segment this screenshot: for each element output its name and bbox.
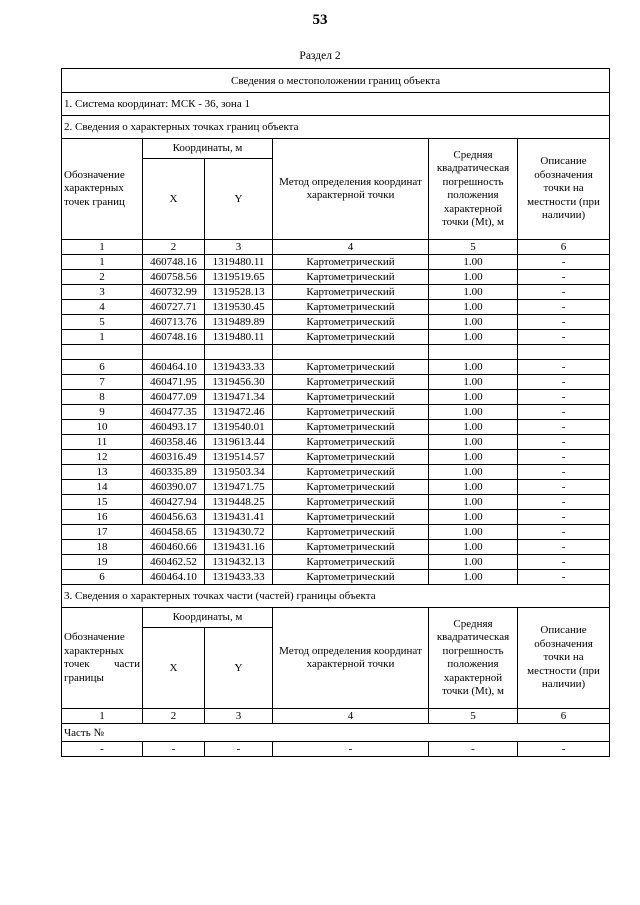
mt-value: 1.00 <box>429 405 518 420</box>
point-row <box>62 495 610 510</box>
description: - <box>518 405 610 420</box>
mt-value: 1.00 <box>429 495 518 510</box>
header-x: X <box>143 158 205 239</box>
column-numbers-row <box>62 240 610 255</box>
point-row <box>62 360 610 375</box>
header-y: Y <box>205 158 273 239</box>
contour-1 <box>62 255 610 345</box>
method: Картометрический <box>273 405 429 420</box>
point-number: 6 <box>62 570 143 585</box>
header-method-part3: Метод определения координат характерной точки <box>273 608 429 709</box>
point-row <box>62 435 610 450</box>
description: - <box>518 555 610 570</box>
method: Картометрический <box>273 525 429 540</box>
blank-row <box>62 345 610 360</box>
method: Картометрический <box>273 375 429 390</box>
empty-cell: - <box>205 742 273 757</box>
mt-value: 1.00 <box>429 570 518 585</box>
empty-cell: - <box>518 742 610 757</box>
point-number: 12 <box>62 450 143 465</box>
description: - <box>518 390 610 405</box>
method: Картометрический <box>273 465 429 480</box>
description: - <box>518 285 610 300</box>
point-number: 1 <box>62 330 143 345</box>
point-number: 1 <box>62 255 143 270</box>
coord-x: 460335.89 <box>143 465 205 480</box>
point-number: 7 <box>62 375 143 390</box>
point-number: 5 <box>62 315 143 330</box>
point-row <box>62 570 610 585</box>
mt-value: 1.00 <box>429 330 518 345</box>
coord-y: 1319431.16 <box>205 540 273 555</box>
coord-y: 1319528.13 <box>205 285 273 300</box>
coord-y: 1319471.34 <box>205 390 273 405</box>
method: Картометрический <box>273 510 429 525</box>
coord-y: 1319471.75 <box>205 480 273 495</box>
mt-value: 1.00 <box>429 525 518 540</box>
description: - <box>518 540 610 555</box>
mt-value: 1.00 <box>429 390 518 405</box>
coord-y: 1319480.11 <box>205 255 273 270</box>
coord-x: 460464.10 <box>143 360 205 375</box>
coord-x: 460458.65 <box>143 525 205 540</box>
point-number: 17 <box>62 525 143 540</box>
empty-cell: - <box>62 742 143 757</box>
mt-value: 1.00 <box>429 555 518 570</box>
point-number: 6 <box>62 360 143 375</box>
col-num: 3 <box>205 240 273 255</box>
coord-y: 1319530.45 <box>205 300 273 315</box>
method: Картометрический <box>273 540 429 555</box>
coord-y: 1319433.33 <box>205 570 273 585</box>
coord-y: 1319433.33 <box>205 360 273 375</box>
point-row <box>62 450 610 465</box>
method: Картометрический <box>273 570 429 585</box>
description: - <box>518 315 610 330</box>
method: Картометрический <box>273 315 429 330</box>
method: Картометрический <box>273 360 429 375</box>
coord-x: 460390.07 <box>143 480 205 495</box>
mt-value: 1.00 <box>429 315 518 330</box>
part-label: Часть № <box>62 724 610 742</box>
point-number: 15 <box>62 495 143 510</box>
coord-x: 460748.16 <box>143 330 205 345</box>
mt-value: 1.00 <box>429 465 518 480</box>
method: Картометрический <box>273 390 429 405</box>
point-number: 19 <box>62 555 143 570</box>
point-row <box>62 255 610 270</box>
description: - <box>518 525 610 540</box>
coord-x: 460477.35 <box>143 405 205 420</box>
point-row <box>62 405 610 420</box>
mt-value: 1.00 <box>429 300 518 315</box>
coord-y: 1319514.57 <box>205 450 273 465</box>
coord-y: 1319472.46 <box>205 405 273 420</box>
point-number: 16 <box>62 510 143 525</box>
header-description: Описание обозначения точки на местности (при наличии) <box>518 139 610 240</box>
col-num: 4 <box>273 709 429 724</box>
point-row <box>62 315 610 330</box>
method: Картометрический <box>273 285 429 300</box>
mt-value: 1.00 <box>429 450 518 465</box>
point-row <box>62 330 610 345</box>
table-title: Сведения о местоположении границ объекта <box>62 69 610 93</box>
empty-cell: - <box>143 742 205 757</box>
method: Картометрический <box>273 480 429 495</box>
mt-value: 1.00 <box>429 420 518 435</box>
coord-x: 460493.17 <box>143 420 205 435</box>
method: Картометрический <box>273 555 429 570</box>
method: Картометрический <box>273 450 429 465</box>
part2-title: 2. Сведения о характерных точках границ объекта <box>62 116 610 139</box>
empty-cell: - <box>273 742 429 757</box>
col-num: 6 <box>518 709 610 724</box>
header-error-part3: Средняя квадратическая погрешность положения характерной точки (Mt), м <box>429 608 518 709</box>
mt-value: 1.00 <box>429 360 518 375</box>
point-number: 18 <box>62 540 143 555</box>
boundary-table <box>61 68 610 757</box>
col-num: 2 <box>143 240 205 255</box>
empty-row <box>62 742 610 757</box>
coord-y: 1319456.30 <box>205 375 273 390</box>
col-num: 1 <box>62 240 143 255</box>
part3-title: 3. Сведения о характерных точках части (частей) границы объекта <box>62 585 610 608</box>
description: - <box>518 510 610 525</box>
coord-x: 460727.71 <box>143 300 205 315</box>
method: Картометрический <box>273 330 429 345</box>
header-x-part3: X <box>143 627 205 708</box>
point-number: 2 <box>62 270 143 285</box>
mt-value: 1.00 <box>429 285 518 300</box>
description: - <box>518 330 610 345</box>
point-number: 3 <box>62 285 143 300</box>
header-designation: Обозначение характерных точек границ <box>62 139 143 240</box>
coord-y: 1319480.11 <box>205 330 273 345</box>
section-title: Раздел 2 <box>299 50 341 62</box>
point-number: 9 <box>62 405 143 420</box>
method: Картометрический <box>273 255 429 270</box>
coord-y: 1319430.72 <box>205 525 273 540</box>
coord-x: 460427.94 <box>143 495 205 510</box>
point-row <box>62 510 610 525</box>
point-row <box>62 525 610 540</box>
coord-y: 1319432.13 <box>205 555 273 570</box>
description: - <box>518 420 610 435</box>
coord-x: 460462.52 <box>143 555 205 570</box>
col-num: 1 <box>62 709 143 724</box>
coord-y: 1319431.41 <box>205 510 273 525</box>
mt-value: 1.00 <box>429 270 518 285</box>
point-row <box>62 420 610 435</box>
description: - <box>518 300 610 315</box>
description: - <box>518 570 610 585</box>
method: Картометрический <box>273 420 429 435</box>
point-row <box>62 285 610 300</box>
header-designation-part3: Обозначение характерных точек части границы <box>62 608 143 709</box>
description: - <box>518 375 610 390</box>
coord-x: 460748.16 <box>143 255 205 270</box>
empty-cell: - <box>429 742 518 757</box>
col-num: 6 <box>518 240 610 255</box>
point-number: 11 <box>62 435 143 450</box>
point-row <box>62 390 610 405</box>
method: Картометрический <box>273 435 429 450</box>
coord-x: 460732.99 <box>143 285 205 300</box>
coord-x: 460358.46 <box>143 435 205 450</box>
point-number: 8 <box>62 390 143 405</box>
contour-2 <box>62 360 610 585</box>
point-number: 10 <box>62 420 143 435</box>
description: - <box>518 495 610 510</box>
coord-y: 1319540.01 <box>205 420 273 435</box>
method: Картометрический <box>273 270 429 285</box>
point-row <box>62 540 610 555</box>
col-num: 2 <box>143 709 205 724</box>
col-num: 5 <box>429 709 518 724</box>
point-number: 4 <box>62 300 143 315</box>
page-number: 53 <box>312 12 328 28</box>
col-num: 5 <box>429 240 518 255</box>
method: Картометрический <box>273 495 429 510</box>
coord-y: 1319503.34 <box>205 465 273 480</box>
col-num: 3 <box>205 709 273 724</box>
header-y-part3: Y <box>205 627 273 708</box>
mt-value: 1.00 <box>429 540 518 555</box>
description: - <box>518 480 610 495</box>
col-num: 4 <box>273 240 429 255</box>
coord-y: 1319519.65 <box>205 270 273 285</box>
coord-y: 1319448.25 <box>205 495 273 510</box>
point-row <box>62 465 610 480</box>
coord-x: 460316.49 <box>143 450 205 465</box>
header-coordinates-part3: Координаты, м <box>143 608 273 628</box>
coord-x: 460464.10 <box>143 570 205 585</box>
point-row <box>62 480 610 495</box>
mt-value: 1.00 <box>429 480 518 495</box>
coord-y: 1319489.89 <box>205 315 273 330</box>
point-number: 13 <box>62 465 143 480</box>
column-numbers-row-part3 <box>62 709 610 724</box>
description: - <box>518 465 610 480</box>
point-row <box>62 555 610 570</box>
mt-value: 1.00 <box>429 435 518 450</box>
header-description-part3: Описание обозначения точки на местности (при наличии) <box>518 608 610 709</box>
mt-value: 1.00 <box>429 255 518 270</box>
description: - <box>518 270 610 285</box>
coord-x: 460460.66 <box>143 540 205 555</box>
header-method: Метод определения координат характерной точки <box>273 139 429 240</box>
coord-x: 460471.95 <box>143 375 205 390</box>
description: - <box>518 435 610 450</box>
point-row <box>62 270 610 285</box>
description: - <box>518 255 610 270</box>
coord-x: 460456.63 <box>143 510 205 525</box>
header-coordinates: Координаты, м <box>143 139 273 159</box>
point-row <box>62 300 610 315</box>
mt-value: 1.00 <box>429 375 518 390</box>
point-number: 14 <box>62 480 143 495</box>
header-error: Средняя квадратическая погрешность положения характерной точки (Mt), м <box>429 139 518 240</box>
method: Картометрический <box>273 300 429 315</box>
point-row <box>62 375 610 390</box>
description: - <box>518 450 610 465</box>
coord-x: 460758.56 <box>143 270 205 285</box>
coord-x: 460713.76 <box>143 315 205 330</box>
coord-y: 1319613.44 <box>205 435 273 450</box>
coord-system: 1. Система координат: МСК - 36, зона 1 <box>62 93 610 116</box>
mt-value: 1.00 <box>429 510 518 525</box>
description: - <box>518 360 610 375</box>
coord-x: 460477.09 <box>143 390 205 405</box>
